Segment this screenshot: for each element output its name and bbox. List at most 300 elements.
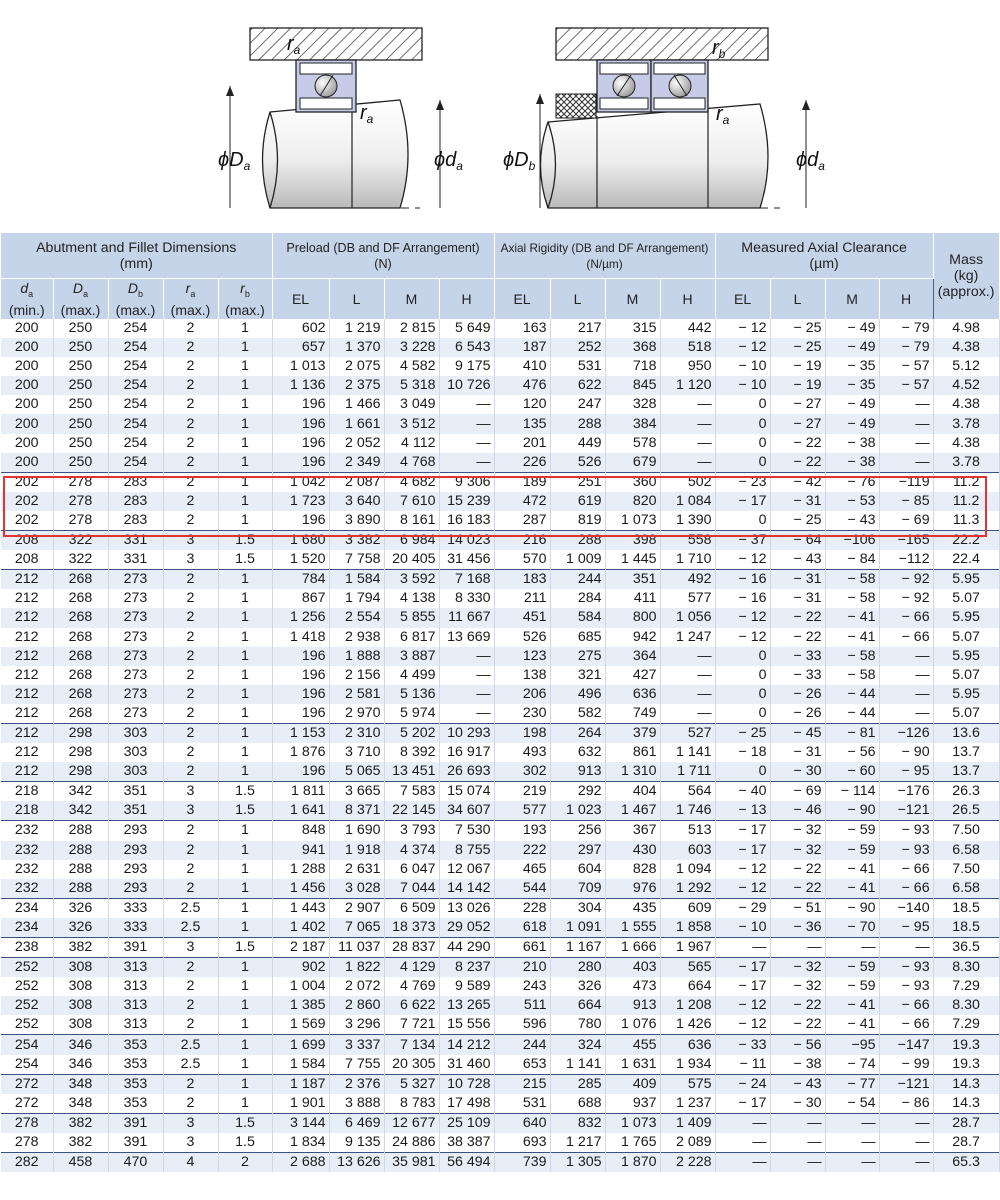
table-cell: 333 [108, 898, 163, 918]
table-cell: 526 [550, 453, 605, 473]
table-cell: 273 [108, 628, 163, 647]
table-cell: 473 [605, 977, 660, 996]
table-cell: 250 [53, 319, 108, 338]
table-cell: 3 [163, 801, 218, 821]
table-cell: 2.5 [163, 918, 218, 938]
table-cell: 1 584 [272, 1055, 329, 1075]
table-cell: 4 [163, 1153, 218, 1173]
table-row [1, 1074, 999, 1094]
table-cell: 2 938 [329, 628, 384, 647]
table-cell: 228 [494, 898, 550, 918]
table-cell: 196 [272, 685, 329, 704]
table-cell: 6 047 [384, 860, 439, 879]
table-cell: − 32 [770, 958, 825, 978]
table-cell: 44 290 [439, 938, 494, 958]
table-cell: 664 [660, 977, 715, 996]
table-cell: — [439, 685, 494, 704]
table-cell: 9 589 [439, 977, 494, 996]
table-cell: 303 [108, 762, 163, 782]
table-cell: 1 [218, 338, 272, 357]
subheader-level: M [825, 279, 879, 320]
table-cell: 1.5 [218, 782, 272, 802]
table-cell: 0 [715, 647, 770, 666]
table-cell: 250 [53, 395, 108, 414]
header-axial-rigidity: Axial Rigidity (DB and DF Arrangement) (N/µm) [494, 233, 715, 279]
table-cell: 2 [163, 723, 218, 743]
table-cell: 1 [218, 628, 272, 647]
table-cell: 200 [1, 357, 53, 376]
table-cell: 2 375 [329, 376, 384, 395]
table-cell: 1 247 [660, 628, 715, 647]
table-cell: 351 [108, 801, 163, 821]
table-cell: − 13 [715, 801, 770, 821]
table-cell: 268 [53, 704, 108, 724]
table-cell: 1 [218, 1055, 272, 1075]
table-cell: 254 [108, 338, 163, 357]
table-cell: 351 [605, 570, 660, 590]
bearing-mounting-diagram [0, 0, 1000, 232]
table-cell: − 93 [879, 958, 933, 978]
table-cell: 238 [1, 938, 53, 958]
table-cell: − 32 [770, 977, 825, 996]
table-cell: 2 [163, 376, 218, 395]
table-cell: 653 [494, 1055, 550, 1075]
table-cell: 3 [163, 1133, 218, 1153]
table-cell: 1 136 [272, 376, 329, 395]
table-cell: 7 530 [439, 821, 494, 841]
table-cell: 304 [550, 898, 605, 918]
table-cell: − 66 [879, 608, 933, 627]
table-cell: — [879, 434, 933, 453]
table-cell: 1 445 [605, 550, 660, 570]
subheader-level: H [439, 279, 494, 320]
table-cell: 941 [272, 841, 329, 860]
table-cell: 657 [272, 338, 329, 357]
table-cell: 308 [53, 996, 108, 1015]
table-row [1, 782, 999, 802]
table-cell: 685 [550, 628, 605, 647]
table-row [1, 338, 999, 357]
table-cell: 913 [605, 996, 660, 1015]
header-mass: Mass (kg) (approx.) [933, 233, 999, 319]
table-cell: − 43 [770, 1074, 825, 1094]
table-cell: 200 [1, 453, 53, 473]
table-cell: 640 [494, 1113, 550, 1133]
table-cell: 3 640 [329, 492, 384, 511]
subheader-level: H [879, 279, 933, 320]
table-cell: 518 [660, 338, 715, 357]
table-cell: — [770, 1133, 825, 1153]
table-cell: 1 467 [605, 801, 660, 821]
table-cell: − 11 [715, 1055, 770, 1075]
table-cell: 7.50 [933, 860, 999, 879]
table-cell: 2 [163, 958, 218, 978]
table-cell: 861 [605, 743, 660, 762]
table-cell: 19.3 [933, 1035, 999, 1055]
table-cell: 1 680 [272, 531, 329, 551]
table-cell: 189 [494, 472, 550, 492]
table-cell: 26.5 [933, 801, 999, 821]
table-cell: 800 [605, 608, 660, 627]
table-cell: 4 129 [384, 958, 439, 978]
table-cell: 278 [1, 1113, 53, 1133]
table-cell: 391 [108, 938, 163, 958]
table-cell: 3.78 [933, 414, 999, 433]
table-cell: 820 [605, 492, 660, 511]
table-cell: 2 [163, 1074, 218, 1094]
table-cell: 2 554 [329, 608, 384, 627]
table-cell: − 99 [879, 1055, 933, 1075]
table-cell: 202 [1, 511, 53, 531]
table-cell: 2 [163, 685, 218, 704]
table-cell: 4 374 [384, 841, 439, 860]
table-cell: 7 755 [329, 1055, 384, 1075]
table-cell: 1 [218, 570, 272, 590]
table-cell: 1 901 [272, 1094, 329, 1114]
table-row [1, 395, 999, 414]
table-cell: 1 073 [605, 1113, 660, 1133]
table-cell: 3 665 [329, 782, 384, 802]
table-cell: − 23 [715, 472, 770, 492]
table-row [1, 898, 999, 918]
table-cell: − 41 [825, 1015, 879, 1035]
table-row [1, 1113, 999, 1133]
table-cell: − 93 [879, 821, 933, 841]
table-cell: 6.58 [933, 879, 999, 899]
table-cell: − 43 [825, 511, 879, 531]
table-cell: 531 [494, 1094, 550, 1114]
table-cell: 212 [1, 570, 53, 590]
table-cell: 11 667 [439, 608, 494, 627]
table-cell: 502 [660, 472, 715, 492]
table-cell: 273 [108, 647, 163, 666]
table-cell: − 49 [825, 395, 879, 414]
table-cell: 183 [494, 570, 550, 590]
table-cell: − 79 [879, 319, 933, 338]
table-cell: − 17 [715, 977, 770, 996]
table-cell: 913 [550, 762, 605, 782]
table-cell: − 12 [715, 550, 770, 570]
table-cell: − 22 [770, 628, 825, 647]
table-cell: 6 469 [329, 1113, 384, 1133]
table-cell: 1 153 [272, 723, 329, 743]
table-cell: 391 [108, 1133, 163, 1153]
table-cell: 273 [108, 589, 163, 608]
table-cell: 212 [1, 743, 53, 762]
table-cell: 942 [605, 628, 660, 647]
table-cell: − 85 [879, 492, 933, 511]
table-cell: 250 [53, 453, 108, 473]
table-cell: — [439, 453, 494, 473]
table-cell: 718 [605, 357, 660, 376]
table-cell: 496 [550, 685, 605, 704]
table-cell: 313 [108, 958, 163, 978]
table-cell: 4 769 [384, 977, 439, 996]
table-cell: 293 [108, 841, 163, 860]
table-cell: 1 013 [272, 357, 329, 376]
table-cell: − 51 [770, 898, 825, 918]
table-cell: 7 758 [329, 550, 384, 570]
table-cell: 200 [1, 434, 53, 453]
table-cell: − 64 [770, 531, 825, 551]
table-cell: 212 [1, 628, 53, 647]
table-cell: 8 237 [439, 958, 494, 978]
table-cell: 1 765 [605, 1133, 660, 1153]
table-cell: 288 [550, 531, 605, 551]
table-cell: 218 [1, 782, 53, 802]
table-cell: 278 [53, 492, 108, 511]
table-cell: − 10 [715, 357, 770, 376]
table-cell: 1.5 [218, 938, 272, 958]
table-cell: — [825, 1153, 879, 1173]
table-row [1, 958, 999, 978]
table-cell: − 22 [770, 879, 825, 899]
table-row [1, 704, 999, 724]
shaft [541, 104, 769, 208]
table-cell: 34 607 [439, 801, 494, 821]
table-cell: − 69 [879, 511, 933, 531]
table-cell: 2 156 [329, 666, 384, 685]
table-row [1, 685, 999, 704]
table-cell: − 33 [770, 666, 825, 685]
table-cell: — [770, 1153, 825, 1173]
table-cell: 360 [605, 472, 660, 492]
table-cell: 8 755 [439, 841, 494, 860]
table-cell: 1 426 [660, 1015, 715, 1035]
table-cell: 1 [218, 511, 272, 531]
table-cell: 1 [218, 666, 272, 685]
table-cell: — [439, 434, 494, 453]
table-cell: − 59 [825, 841, 879, 860]
table-cell: 351 [108, 782, 163, 802]
table-cell: 348 [53, 1074, 108, 1094]
table-cell: 1 [218, 860, 272, 879]
table-cell: 4 682 [384, 472, 439, 492]
table-cell: 564 [660, 782, 715, 802]
table-cell: − 66 [879, 1015, 933, 1035]
table-cell: 28 837 [384, 938, 439, 958]
table-cell: 196 [272, 434, 329, 453]
table-cell: 493 [494, 743, 550, 762]
table-cell: 333 [108, 918, 163, 938]
table-cell: 2 [163, 511, 218, 531]
dimensions-table [1, 233, 1000, 1172]
table-cell: 2 581 [329, 685, 384, 704]
table-cell: −165 [879, 531, 933, 551]
table-cell: 6 984 [384, 531, 439, 551]
table-cell: 5 974 [384, 704, 439, 724]
table-cell: 1 876 [272, 743, 329, 762]
table-cell: — [879, 395, 933, 414]
table-cell: 38 387 [439, 1133, 494, 1153]
table-cell: 163 [494, 319, 550, 338]
table-cell: — [879, 1133, 933, 1153]
table-cell: 455 [605, 1035, 660, 1055]
table-cell: 1 [218, 357, 272, 376]
table-cell: 1 443 [272, 898, 329, 918]
table-cell: 636 [660, 1035, 715, 1055]
table-cell: 10 726 [439, 376, 494, 395]
table-cell: 602 [272, 319, 329, 338]
table-cell: 3 592 [384, 570, 439, 590]
table-cell: 1 208 [660, 996, 715, 1015]
table-cell: − 32 [770, 821, 825, 841]
table-cell: 226 [494, 453, 550, 473]
table-cell: 353 [108, 1074, 163, 1094]
table-cell: 230 [494, 704, 550, 724]
table-cell: 679 [605, 453, 660, 473]
table-cell: 288 [53, 821, 108, 841]
table-cell: 0 [715, 666, 770, 685]
table-cell: 292 [550, 782, 605, 802]
table-cell: 13 451 [384, 762, 439, 782]
table-cell: 950 [660, 357, 715, 376]
table-cell: 9 175 [439, 357, 494, 376]
table-cell: 16 183 [439, 511, 494, 531]
table-cell: 293 [108, 879, 163, 899]
table-cell: 1 310 [605, 762, 660, 782]
table-cell: 1.5 [218, 531, 272, 551]
table-cell: — [439, 395, 494, 414]
table-row [1, 743, 999, 762]
table-row [1, 996, 999, 1015]
table-cell: 2.5 [163, 1055, 218, 1075]
table-cell: — [660, 685, 715, 704]
table-cell: 324 [550, 1035, 605, 1055]
subheader-level: EL [494, 279, 550, 320]
table-row [1, 1055, 999, 1075]
table-cell: 1 [218, 319, 272, 338]
table-cell: 2 860 [329, 996, 384, 1015]
table-cell: 3 [163, 938, 218, 958]
table-cell: 1 [218, 704, 272, 724]
table-cell: − 37 [715, 531, 770, 551]
subheader-dim: $D_a$ (max.) [53, 279, 108, 320]
table-row [1, 531, 999, 551]
table-cell: 1 520 [272, 550, 329, 570]
table-cell: 2 815 [384, 319, 439, 338]
table-cell: − 22 [770, 860, 825, 879]
table-cell: — [715, 1133, 770, 1153]
table-cell: — [660, 414, 715, 433]
table-cell: 5.07 [933, 589, 999, 608]
table-cell: 1 [218, 723, 272, 743]
table-cell: − 95 [879, 762, 933, 782]
table-cell: 5.95 [933, 685, 999, 704]
table-cell: 2 [163, 589, 218, 608]
table-cell: 636 [605, 685, 660, 704]
table-cell: 250 [53, 357, 108, 376]
table-cell: — [660, 395, 715, 414]
table-cell: 577 [660, 589, 715, 608]
table-cell: − 19 [770, 357, 825, 376]
table-cell: 1 120 [660, 376, 715, 395]
table-cell: 308 [53, 1015, 108, 1035]
table-cell: − 90 [825, 801, 879, 821]
table-cell: 218 [1, 801, 53, 821]
table-cell: − 26 [770, 704, 825, 724]
table-cell: 7 168 [439, 570, 494, 590]
table-cell: 1 094 [660, 860, 715, 879]
table-cell: 2 907 [329, 898, 384, 918]
table-cell: − 49 [825, 414, 879, 433]
table-cell: − 31 [770, 589, 825, 608]
table-cell: 3 144 [272, 1113, 329, 1133]
table-cell: 1 [218, 647, 272, 666]
table-cell: 252 [1, 958, 53, 978]
table-cell: 1 699 [272, 1035, 329, 1055]
table-cell: — [660, 434, 715, 453]
table-cell: 12 067 [439, 860, 494, 879]
table-cell: 558 [660, 531, 715, 551]
table-cell: − 12 [715, 879, 770, 899]
table-cell: − 58 [825, 666, 879, 685]
table-cell: 16 917 [439, 743, 494, 762]
table-cell: 0 [715, 414, 770, 433]
table-cell: −176 [879, 782, 933, 802]
table-cell: 252 [550, 338, 605, 357]
table-cell: 688 [550, 1094, 605, 1114]
table-cell: 1 723 [272, 492, 329, 511]
table-cell: 15 074 [439, 782, 494, 802]
table-cell: 0 [715, 453, 770, 473]
table-cell: 5.12 [933, 357, 999, 376]
table-cell: 298 [53, 762, 108, 782]
table-cell: 232 [1, 860, 53, 879]
table-cell: 308 [53, 958, 108, 978]
table-cell: 31 460 [439, 1055, 494, 1075]
table-cell: − 56 [825, 743, 879, 762]
table-cell: 382 [53, 1113, 108, 1133]
table-cell: − 25 [770, 511, 825, 531]
table-cell: 3 710 [329, 743, 384, 762]
table-cell: − 59 [825, 977, 879, 996]
table-cell: − 38 [825, 434, 879, 453]
table-cell: 135 [494, 414, 550, 433]
table-cell: 26 693 [439, 762, 494, 782]
table-row [1, 666, 999, 685]
table-cell: 14.3 [933, 1094, 999, 1114]
table-cell: 14 023 [439, 531, 494, 551]
table-row [1, 977, 999, 996]
table-cell: 1 409 [660, 1113, 715, 1133]
table-cell: 1 870 [605, 1153, 660, 1173]
table-cell: − 30 [770, 762, 825, 782]
table-cell: − 59 [825, 958, 879, 978]
table-cell: 1 219 [329, 319, 384, 338]
table-cell: — [879, 938, 933, 958]
table-cell: 208 [1, 550, 53, 570]
table-cell: 693 [494, 1133, 550, 1153]
table-cell: −126 [879, 723, 933, 743]
table-cell: 582 [550, 704, 605, 724]
table-cell: 13 026 [439, 898, 494, 918]
table-cell: − 69 [770, 782, 825, 802]
table-cell: 283 [108, 472, 163, 492]
right-figure [503, 28, 825, 208]
table-cell: 7.29 [933, 977, 999, 996]
table-cell: 331 [108, 531, 163, 551]
table-cell: 609 [660, 898, 715, 918]
table-cell: − 49 [825, 338, 879, 357]
table-cell: 3 793 [384, 821, 439, 841]
table-cell: 2 [163, 879, 218, 899]
table-cell: − 74 [825, 1055, 879, 1075]
table-cell: 18.5 [933, 918, 999, 938]
table-cell: 449 [550, 434, 605, 453]
table-cell: 244 [550, 570, 605, 590]
table-cell: 212 [1, 608, 53, 627]
